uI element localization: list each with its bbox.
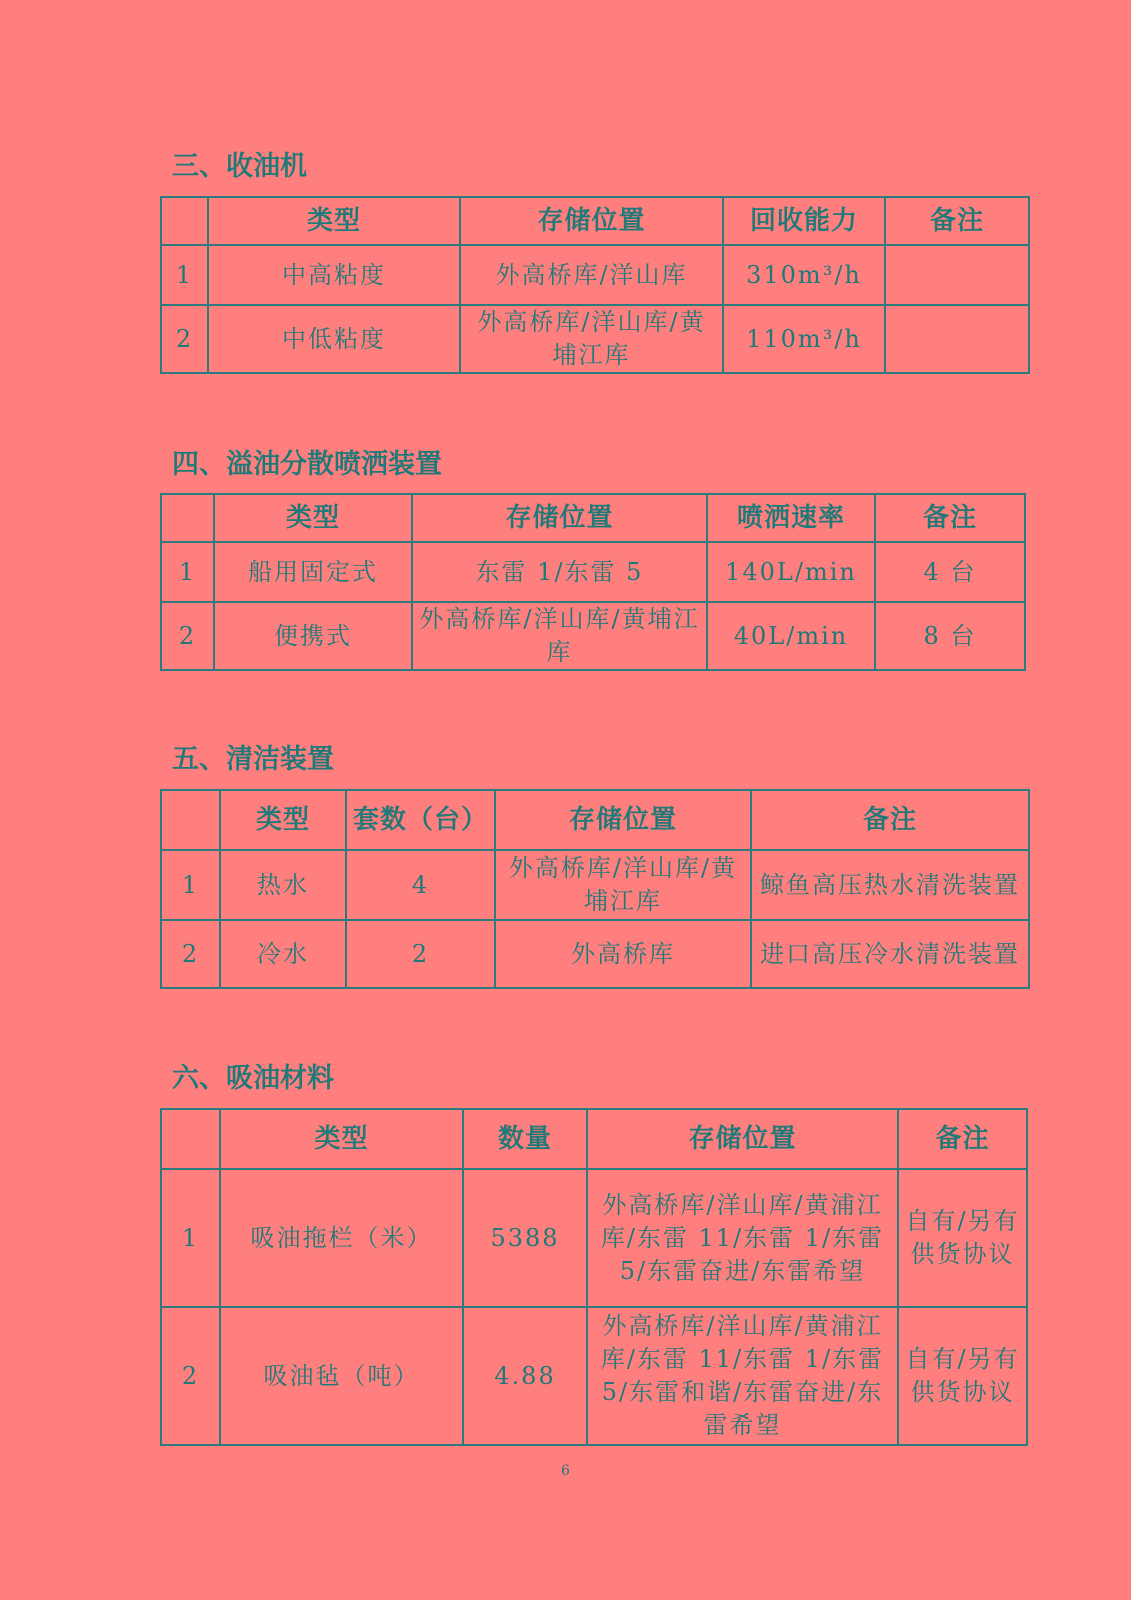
oil-skimmer-table [160,196,1030,374]
cell-type: 船用固定式 [214,542,412,602]
cell-spray-rate: 40L/min [707,602,875,670]
header-cell-spray-rate: 喷洒速率 [707,494,875,542]
cell-remark: 8 台 [875,602,1025,670]
table-row [161,542,1025,602]
cell-location: 外高桥库/洋山库/黄浦江库/东雷 11/东雷 1/东雷 5/东雷和谐/东雷奋进/东雷希望 [587,1307,898,1445]
header-cell-type: 类型 [220,790,346,850]
section-title-dispersant-sprayer: 四、溢油分散喷洒装置 [172,449,442,480]
section-title-oil-skimmer: 三、收油机 [172,151,307,182]
cell-type: 便携式 [214,602,412,670]
cell-sets: 4 [346,850,495,920]
cell-type: 吸油拖栏（米） [220,1169,463,1307]
header-cell-sets: 套数（台） [346,790,495,850]
cleaning-device-table [160,789,1030,989]
table-row [161,1169,1027,1307]
header-cell-location: 存储位置 [587,1109,898,1169]
cell-sets: 2 [346,920,495,988]
cell-type: 热水 [220,850,346,920]
cell-location: 外高桥库/洋山库/黄埔江库 [495,850,751,920]
section-title-cleaning-device: 五、清洁装置 [172,744,334,775]
header-cell-remark: 备注 [875,494,1025,542]
cell-quantity: 5388 [463,1169,587,1307]
table-header-row [161,1109,1027,1169]
header-cell-type: 类型 [220,1109,463,1169]
cell-remark: 自有/另有供货协议 [898,1169,1027,1307]
table-header-row [161,494,1025,542]
table-header-row [161,197,1029,245]
header-cell-index [161,790,220,850]
header-cell-remark: 备注 [751,790,1029,850]
table-row [161,305,1029,373]
header-cell-quantity: 数量 [463,1109,587,1169]
cell-remark: 4 台 [875,542,1025,602]
header-cell-location: 存储位置 [412,494,707,542]
page-number: 6 [561,1463,570,1479]
cell-location: 外高桥库/洋山库/黄浦江库/东雷 11/东雷 1/东雷 5/东雷奋进/东雷希望 [587,1169,898,1307]
cell-location: 外高桥库/洋山库 [460,245,723,305]
absorbent-material-table [160,1108,1028,1446]
cell-capacity: 110m³/h [723,305,885,373]
header-cell-remark: 备注 [885,197,1029,245]
cell-remark [885,245,1029,305]
header-cell-capacity: 回收能力 [723,197,885,245]
cell-quantity: 4.88 [463,1307,587,1445]
header-cell-type: 类型 [208,197,460,245]
table-row [161,245,1029,305]
header-cell-index [161,1109,220,1169]
table-header-row [161,790,1029,850]
cell-type: 冷水 [220,920,346,988]
dispersant-sprayer-table [160,493,1026,671]
header-cell-type: 类型 [214,494,412,542]
section-title-absorbent-material: 六、吸油材料 [172,1063,334,1094]
cell-index: 1 [161,850,220,920]
table-row [161,850,1029,920]
cell-location: 东雷 1/东雷 5 [412,542,707,602]
cell-index: 2 [161,602,214,670]
cell-index: 2 [161,920,220,988]
cell-index: 1 [161,245,208,305]
cell-index: 1 [161,542,214,602]
table-row [161,1307,1027,1445]
table-row [161,920,1029,988]
table-row [161,602,1025,670]
cell-remark: 鲸鱼高压热水清洗装置 [751,850,1029,920]
header-cell-remark: 备注 [898,1109,1027,1169]
cell-location: 外高桥库/洋山库/黄埔江库 [460,305,723,373]
cell-remark [885,305,1029,373]
header-cell-location: 存储位置 [495,790,751,850]
header-cell-location: 存储位置 [460,197,723,245]
cell-type: 中低粘度 [208,305,460,373]
cell-type: 吸油毡（吨） [220,1307,463,1445]
cell-index: 1 [161,1169,220,1307]
header-cell-index [161,197,208,245]
cell-remark: 自有/另有供货协议 [898,1307,1027,1445]
cell-location: 外高桥库/洋山库/黄埔江库 [412,602,707,670]
cell-remark: 进口高压冷水清洗装置 [751,920,1029,988]
cell-location: 外高桥库 [495,920,751,988]
cell-type: 中高粘度 [208,245,460,305]
cell-capacity: 310m³/h [723,245,885,305]
cell-spray-rate: 140L/min [707,542,875,602]
cell-index: 2 [161,1307,220,1445]
header-cell-index [161,494,214,542]
cell-index: 2 [161,305,208,373]
